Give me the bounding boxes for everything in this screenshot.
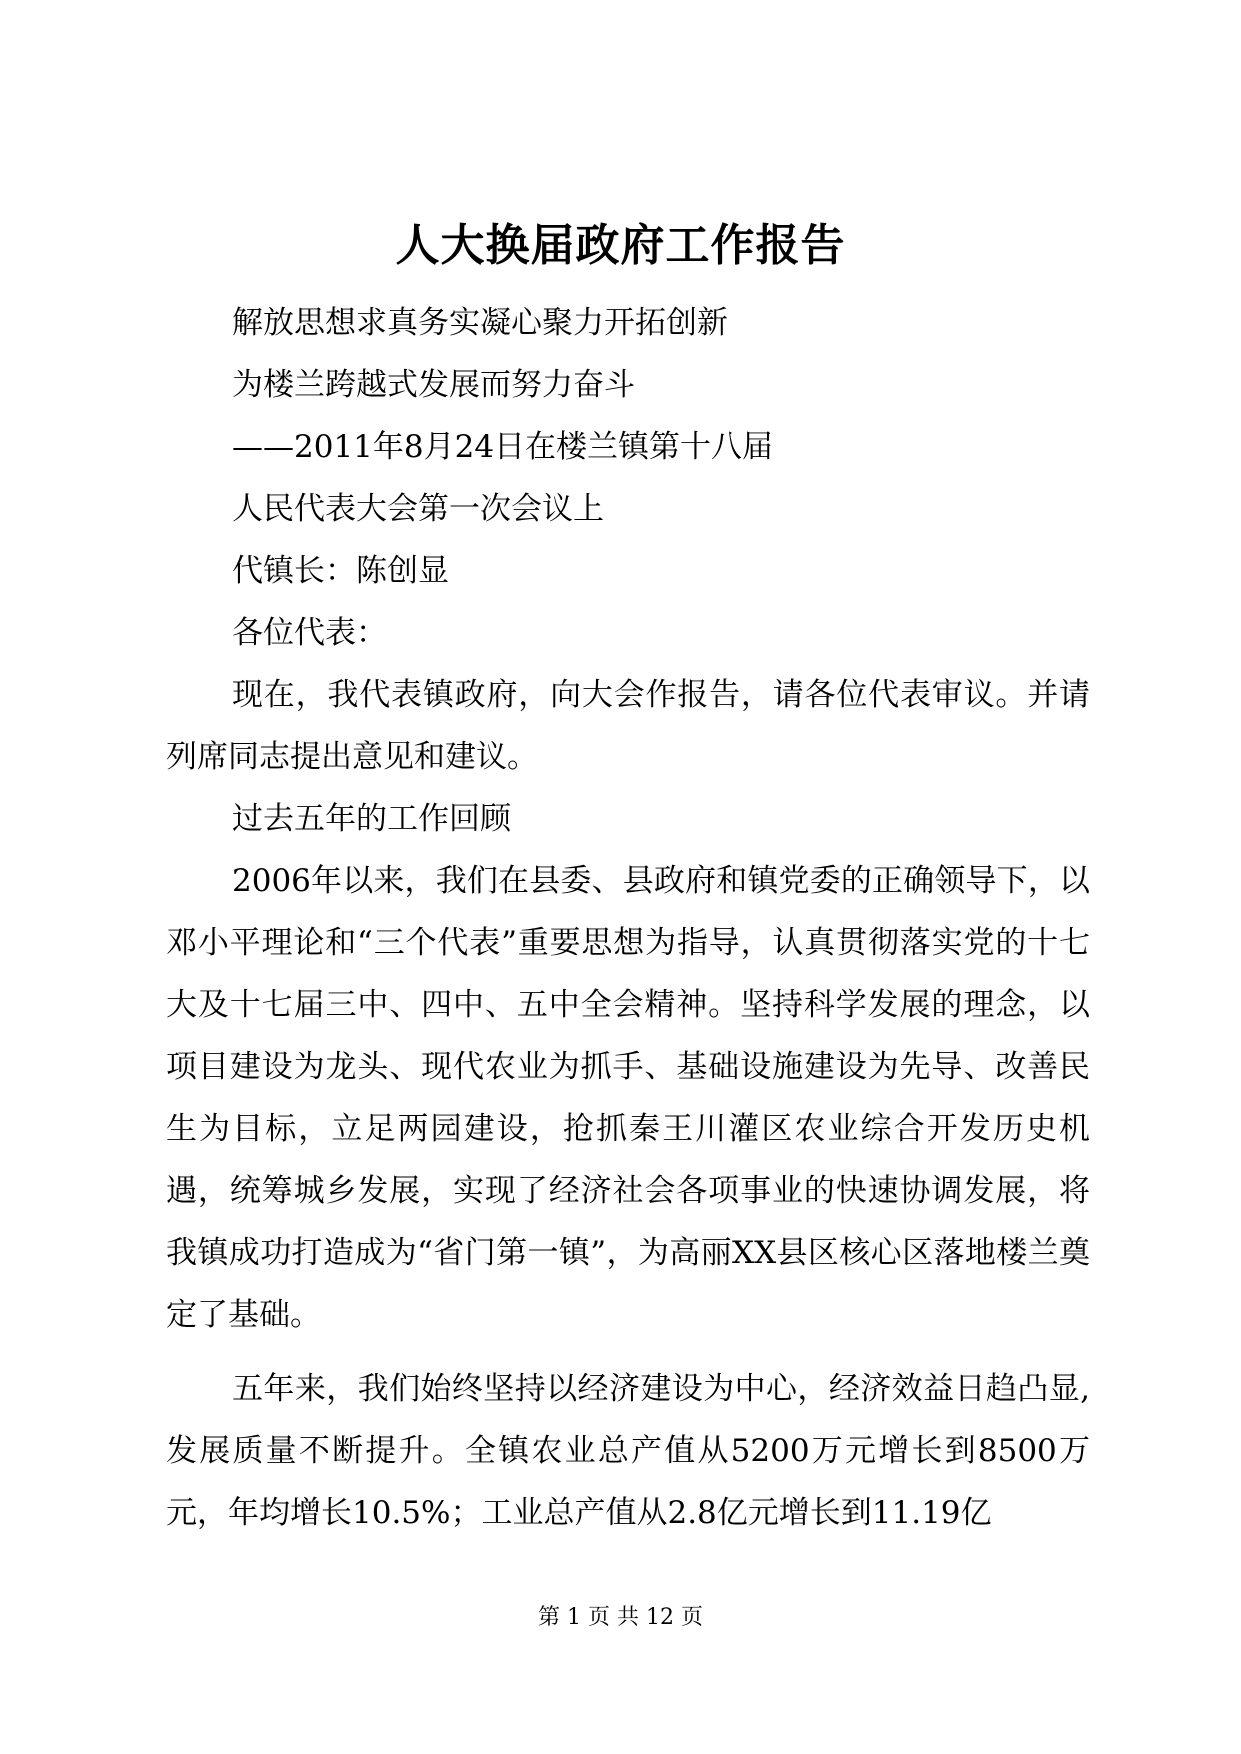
header-line-5: 代镇长：陈创显 xyxy=(232,553,449,589)
header-line-6: 各位代表： xyxy=(232,615,387,651)
paragraph-3: 五年来，我们始终坚持以经济建设为中心，经济效益日趋凸显,发展质量不断提升。全镇农业总产值从5200万元增长到8500万元，年均增长10.5%；工业总产值从2.8亿元增长到11.19亿 xyxy=(166,1371,1090,1531)
header-line-1: 解放思想求真务实凝心聚力开拓创新 xyxy=(232,305,728,341)
header-line-3: ——2011年8月24日在楼兰镇第十八届 xyxy=(232,429,774,465)
paragraph-gap xyxy=(166,1346,1090,1358)
header-line-4: 人民代表大会第一次会议上 xyxy=(232,491,604,527)
page-number: 第 1 页 共 12 页 xyxy=(538,1605,703,1630)
section-heading: 过去五年的工作回顾 xyxy=(232,801,511,837)
paragraph-1: 现在，我代表镇政府，向大会作报告，请各位代表审议。并请列席同志提出意见和建议。 xyxy=(166,677,1090,775)
document-body xyxy=(166,292,1090,1544)
header-line-2: 为楼兰跨越式发展而努力奋斗 xyxy=(232,367,635,403)
paragraph-2: 2006年以来，我们在县委、县政府和镇党委的正确领导下，以邓小平理论和“三个代表”重要思想为指导，认真贯彻落实党的十七大及十七届三中、四中、五中全会精神。坚持科学发展的理念，以项目建设为龙头、现代农业为抓手、基础设施建设为先导、改善民生为目标，立足两园建设，抢抓秦王川灌区农业综合开发历史机遇，统筹城乡发展，实现了经济社会各项事业的快速协调发展，将我镇成功打造成为“省门第一镇”，为高丽XX县区核心区落地楼兰奠定了基础。 xyxy=(166,863,1090,1333)
document-title: 人大换届政府工作报告 xyxy=(395,220,846,271)
